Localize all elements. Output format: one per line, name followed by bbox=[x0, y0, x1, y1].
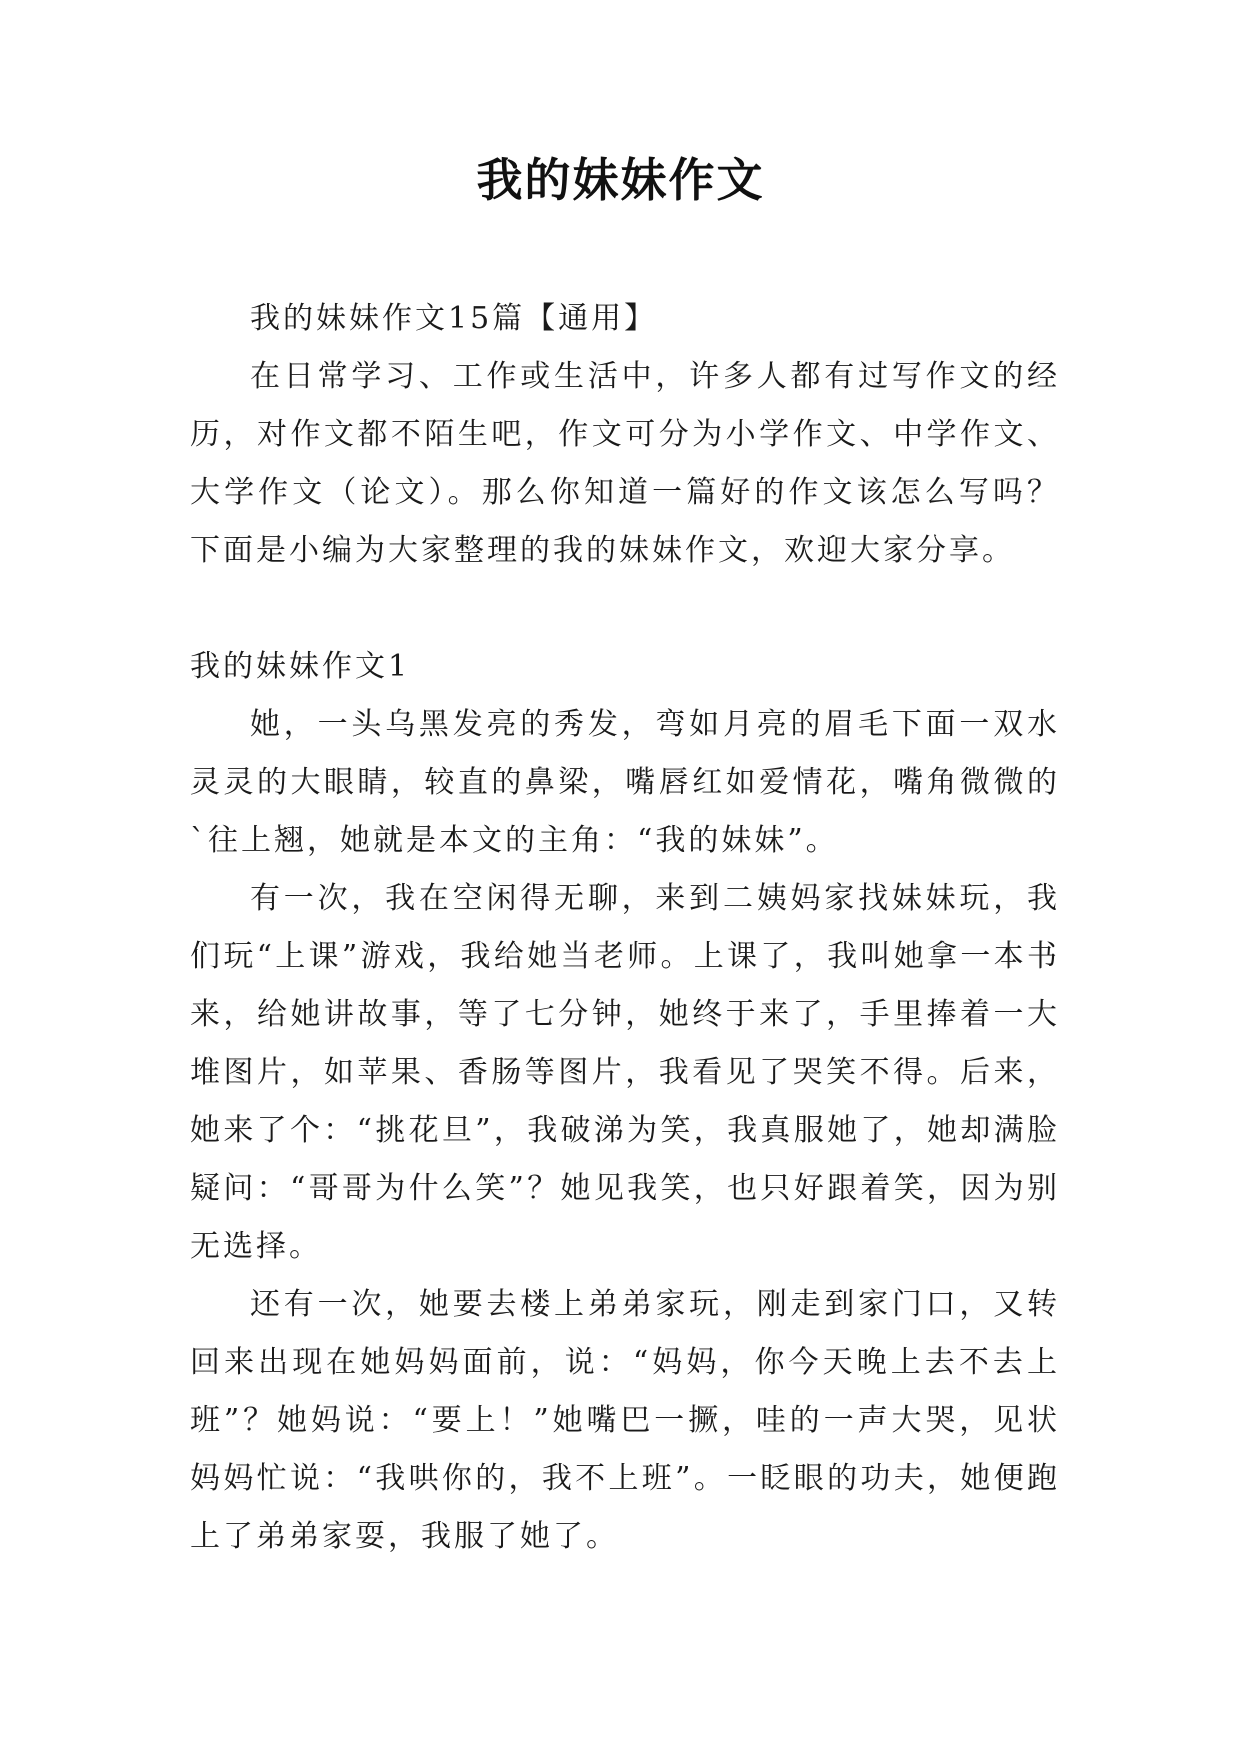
document-title: 我的妹妹作文 bbox=[476, 153, 765, 207]
body-paragraph-3: 还有一次，她要去楼上弟弟家玩，刚走到家门口，又转回来出现在她妈妈面前，说：“妈妈，你今天晚上去不去上班”？她妈说：“要上！”她嘴巴一撅，哇的一声大哭，见状妈妈忙说：“我哄你的，我不上班”。一眨眼的功夫，她便跑上了弟弟家耍，我服了她了。 bbox=[190, 1287, 1060, 1554]
document-body bbox=[190, 290, 1060, 1566]
subtitle-line: 我的妹妹作文15篇【通用】 bbox=[250, 301, 658, 336]
section-heading: 我的妹妹作文1 bbox=[190, 649, 411, 684]
intro-paragraph: 在日常学习、工作或生活中，许多人都有过写作文的经历，对作文都不陌生吧，作文可分为小学作文、中学作文、大学作文（论文）。那么你知道一篇好的作文该怎么写吗？下面是小编为大家整理的我的妹妹作文，欢迎大家分享。 bbox=[190, 359, 1060, 568]
body-paragraph-2: 有一次，我在空闲得无聊，来到二姨妈家找妹妹玩，我们玩“上课”游戏，我给她当老师。上课了，我叫她拿一本书来，给她讲故事，等了七分钟，她终于来了，手里捧着一大堆图片，如苹果、香肠等图片，我看见了哭笑不得。后来，她来了个：“挑花旦”，我破涕为笑，我真服她了，她却满脸疑问：“哥哥为什么笑”？她见我笑，也只好跟着笑，因为别无选择。 bbox=[190, 881, 1060, 1264]
body-paragraph-1: 她，一头乌黑发亮的秀发，弯如月亮的眉毛下面一双水灵灵的大眼睛，较直的鼻梁，嘴唇红如爱情花，嘴角微微的`往上翘，她就是本文的主角：“我的妹妹”。 bbox=[190, 707, 1060, 858]
